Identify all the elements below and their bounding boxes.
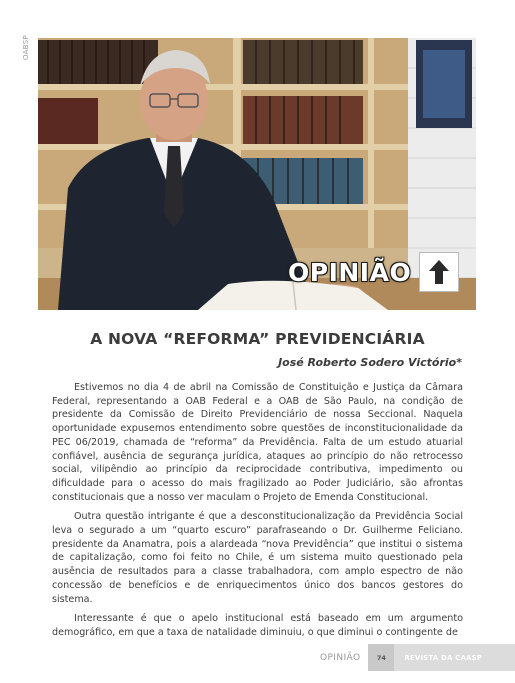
section-banner bbox=[288, 251, 459, 293]
article-author: José Roberto Sodero Victório* bbox=[278, 356, 462, 369]
side-label: OABSP bbox=[22, 34, 30, 60]
section-banner-label: OPINIÃO bbox=[288, 257, 412, 287]
article-paragraph: Outra questão intrigante é que a desconstitucionalização da Previdência Social leva o segurado a um “quarto escuro” parafraseando o Dr. Guilherme Feliciano. presidente da Anamatra, pois a alardeada “nova Previdência” que institui o sistema de capitalização, como foi feito no Chile, é um sistema muito questionado pela ausência de resultados para a classe trabalhadora, com amplo espectro de não concessão de benefícios e de enriquecimentos único dos bancos gestores do sistema. bbox=[52, 511, 463, 605]
article-title: A NOVA “REFORMA” PREVIDENCIÁRIA bbox=[90, 330, 425, 348]
magazine-name: REVISTA DA CAASP bbox=[394, 644, 515, 671]
article-body bbox=[52, 381, 463, 646]
article-paragraph: Interessante é que o apelo institucional está baseado em um argumento demográfico, em que a taxa de natalidade diminuiu, o que diminui o contingente de bbox=[52, 613, 463, 638]
up-arrow-icon[interactable] bbox=[419, 252, 459, 292]
article-paragraph: Estivemos no dia 4 de abril na Comissão de Constituição e Justiça da Câmara Federal, representando a OAB Federal e a OAB de São Paulo, na condição de presidente da Comissão de Direito Previdenciário de nossa Seccional. Naquela oportunidade expusemos entendimento sobre questões de inconstitucionalidade da PEC 06/2019, chamada de “reforma” da Previdência. Falta de um estudo atuarial confiável, ausência de segurança jurídica, ataques ao princípio do não retrocesso social, vilipêndio ao princípio da reciprocidade contributiva, impedimento ou dificuldade para o acesso do mais fragilizado ao Poder Judiciário, são afrontas constitucionais que a nosso ver maculam o Projeto de Emenda Constitucional. bbox=[52, 382, 463, 503]
footer-section-label: OPINIÃO bbox=[320, 652, 361, 663]
page-number: 74 bbox=[368, 644, 394, 671]
page-footer bbox=[308, 644, 515, 671]
